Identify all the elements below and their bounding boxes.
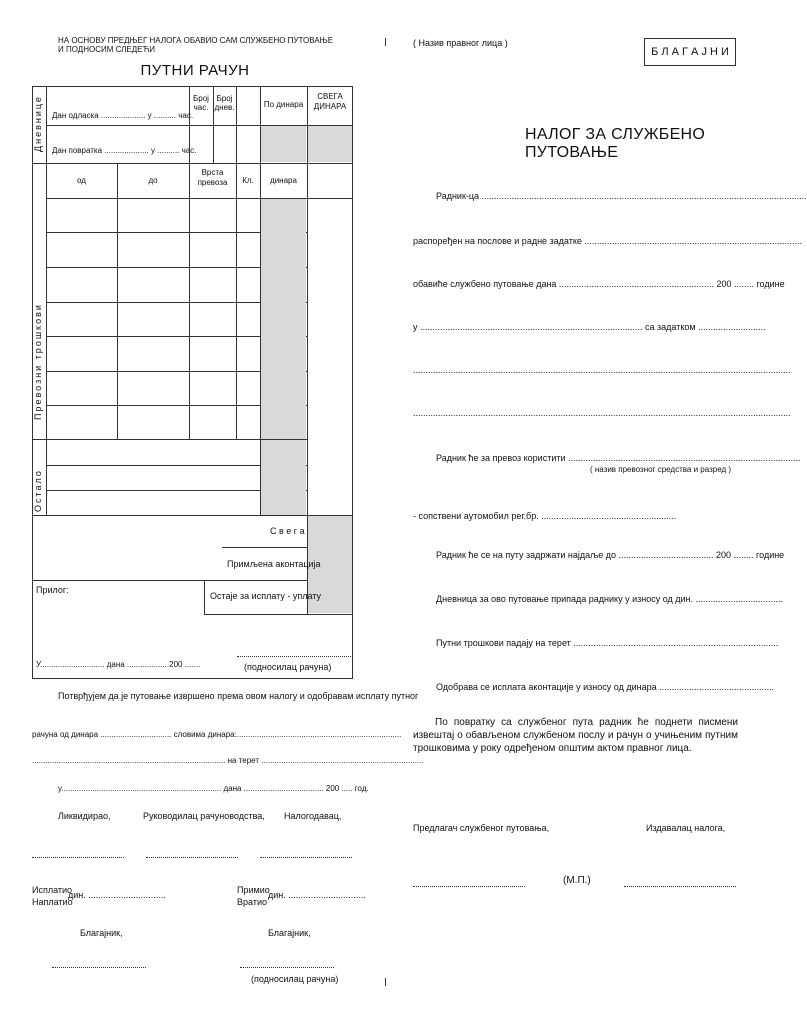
sopstveni-automobil-field[interactable]: - сопствени аутомобил рег.бр. ...................................................... <box>413 511 677 521</box>
broj-dnev-header: Број днев. <box>214 94 235 112</box>
blagajni-box <box>644 38 736 66</box>
racuna-od-dinara-field[interactable]: рачуна од динара ................................ словима динара:.......................................................................... <box>32 730 402 739</box>
primljena-akontacija-label: Примљена аконтација <box>227 559 321 569</box>
po-dinara-header: По динара <box>263 100 304 109</box>
col-do-header: до <box>148 176 158 185</box>
zadatak-line-2[interactable]: ....................................................................................................................................................... <box>413 408 791 418</box>
radnik-field[interactable]: Радник-ца .................................................................................................................................. <box>436 191 807 201</box>
blagajnik-right-label: Благајник, <box>268 928 311 938</box>
na-teret-field[interactable]: ....................................................................................... на терет ......................................................................... <box>32 756 424 765</box>
u-zadatkom-field[interactable]: у ......................................................................................... са задатком ........................... <box>413 322 766 332</box>
akontacija-field[interactable]: Одобрава се исплата аконтације у износу од динара .............................................. <box>436 682 775 692</box>
obavice-field[interactable]: обавиће службено путовање дана .............................................................. 200 ........ године <box>413 279 785 289</box>
troskovi-field[interactable]: Путни трошкови падају на терет .................................................................................. <box>436 638 779 648</box>
primio-label: Примио Вратио <box>237 885 270 907</box>
likvidirao-label: Ликвидирао, <box>58 811 111 821</box>
col-vrsta-header: Врста превоза <box>197 168 228 187</box>
col-od-header: од <box>77 176 86 185</box>
col-kl-header: Кл. <box>242 176 254 185</box>
isplatio-din-field[interactable]: дин. ............................... <box>68 890 166 900</box>
mp-label: (М.П.) <box>563 875 591 886</box>
broj-cas-header: Број час. <box>193 94 209 112</box>
isplatio-label: Исплатио Наплатио <box>32 885 73 907</box>
fold-mark-bottom <box>385 978 386 986</box>
izdavalac-label: Издавалац налога, <box>646 823 726 833</box>
prevoz-field[interactable]: Радник ће за превоз користити ............................................................................................. <box>436 453 801 463</box>
fold-mark-top <box>385 38 386 46</box>
nalogodavac-label: Налогодавац, <box>284 811 342 821</box>
podnosilac-signature-line[interactable] <box>240 967 334 968</box>
predlagac-signature-line[interactable] <box>413 886 525 887</box>
u-dana-field[interactable]: У............................. дана .................. 200 ....... <box>36 660 201 669</box>
blagajnik-left-label: Благајник, <box>80 928 123 938</box>
prevoz-note: ( назив превозног средства и разред ) <box>590 465 732 474</box>
blagajnik-left-signature-line[interactable] <box>52 967 146 968</box>
rukovodilac-signature-line[interactable] <box>146 857 238 858</box>
dan-odlaska-field[interactable]: Дан одласка .................... у .......... час. <box>52 111 194 120</box>
ostaje-label: Остаје за исплату - уплату <box>210 591 322 601</box>
dnevnice-label: Дневнице <box>33 95 43 152</box>
rasporedjen-field[interactable]: распоређен на послове и радне задатке ....................................................................................... <box>413 236 802 246</box>
ostalo-label: Остало <box>33 469 43 512</box>
svega-label: С в е г а <box>270 526 305 536</box>
dan-povratka-field[interactable]: Дан повратка .................... у .......... час. <box>52 146 197 155</box>
rukovodilac-label: Руководилац рачуноводства, <box>143 811 265 821</box>
podnosilac-racuna-2: (подносилац рачуна) <box>251 974 339 984</box>
nalog-title: НАЛОГ ЗА СЛУЖБЕНО ПУТОВАЊЕ <box>525 126 706 161</box>
primio-din-field[interactable]: дин. ............................... <box>268 890 366 900</box>
povratak-paragraph: По повратку са службеног пута радник ће поднети писмени извештај о обављеном службеном послу и рачун о учињеним путним трошковима у року одређеном општим актом правног лица. <box>413 717 738 754</box>
blagajni-label: Б Л А Г А Ј Н И <box>651 46 729 58</box>
u-dana-2-field[interactable]: у........................................................................ дана .................................... 200 ..... год. <box>58 784 369 793</box>
header-note: НА ОСНОВУ ПРЕДЊЕГ НАЛОГА ОБАВИО САМ СЛУЖБЕНО ПУТОВАЊЕ И ПОДНОСИМ СЛЕДЕЋИ <box>58 36 334 54</box>
likvidirao-signature-line[interactable] <box>32 857 124 858</box>
svega-dinara-header: СВЕГА ДИНАРА <box>313 92 347 111</box>
naziv-pravnog-lica: ( Назив правног лица ) <box>413 38 508 48</box>
zadrzati-field[interactable]: Радник ће се на путу задржати најдаље до ...................................... 200 ........ године <box>436 550 785 560</box>
predlagac-label: Предлагач службеног путовања, <box>413 823 550 833</box>
putni-racun-title: ПУТНИ РАЧУН <box>140 62 250 79</box>
zadatak-line-1[interactable]: ....................................................................................................................................................... <box>413 365 791 375</box>
izdavalac-signature-line[interactable] <box>624 886 736 887</box>
col-dinara-header: динара <box>270 176 297 185</box>
potvrdjujem-text: Потврђујем да је путовање извршено према овом налогу и одобравам исплату путног <box>58 691 419 701</box>
prevozni-troskovi-label: Превозни трошкови <box>33 303 43 420</box>
prilog-label: Прилог: <box>36 585 69 595</box>
dnevnica-field[interactable]: Дневница за ово путовање припада раднику у износу од дин. ................................... <box>436 594 784 604</box>
podnosilac-racuna: (подносилац рачуна) <box>244 662 332 672</box>
nalogodavac-signature-line[interactable] <box>260 857 352 858</box>
